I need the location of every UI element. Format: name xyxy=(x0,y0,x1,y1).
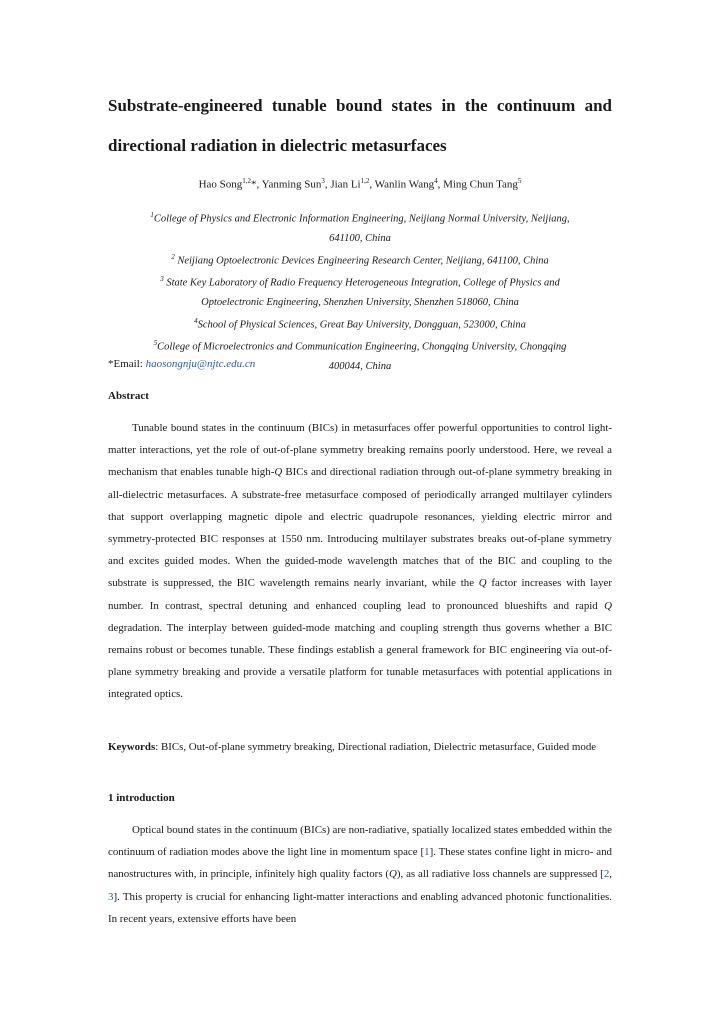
author-affiliation-sup: 5 xyxy=(517,177,522,185)
abstract-text: BICs and directional radiation through out-of-plane symmetry breaking in all-dielectric metasurfaces. A substrate-free metasurface composed of periodically arranged multilayer cylinders that support overlapping magnetic dipole and electric quadrupole resonances, yielding electric mirror and symmetry-protected BIC responses at 1550 nm. Introducing multilayer substrates breaks out-of-plane symmetry and excites guided modes. When the guided-mode wavelength matches that of the BIC and coupling to the substrate is suppressed, the BIC wavelength remains nearly invariant, while the xyxy=(108,466,612,590)
abstract-text: degradation. The interplay between guided-mode matching and coupling strength thus governs whether a BIC remains robust or becomes tunable. These findings establish a general framework for BIC engineering via out-of-plane symmetry breaking and provide a versatile platform for tunable metasurfaces with potential applications in integrated optics. xyxy=(108,621,612,701)
author-name: Hao Song xyxy=(198,178,243,191)
abstract-text: Tunable bound states in the continuum (BICs) in metasurfaces offer powerful opportunities to control light-matter interactions, yet the role of out-of-plane symmetry breaking remains poorly understood. Here, we reveal a mechanism that enables tunable high- xyxy=(108,422,612,479)
q-symbol: Q xyxy=(389,868,397,881)
affiliation-sup: 2 xyxy=(171,252,175,261)
affiliation-3-cont: Optoelectronic Engineering, Shenzhen University, Shenzhen 518060, China xyxy=(201,296,519,308)
intro-text: ), as all radiative loss channels are suppressed [ xyxy=(396,868,604,881)
introduction-body xyxy=(108,819,612,930)
affiliation-5 xyxy=(108,334,612,357)
intro-text: , xyxy=(609,868,612,881)
affiliation-text: College of Microelectronics and Communication Engineering, Chongqing University, Chongqing xyxy=(157,341,567,353)
affiliation-2 xyxy=(108,248,612,271)
citation-link[interactable]: 1 xyxy=(424,846,430,859)
author-affiliation-sup: 1,2 xyxy=(242,177,252,185)
affiliation-text: School of Physical Sciences, Great Bay University, Dongguan, 523000, China xyxy=(197,319,526,330)
title-line-1: Substrate-engineered tunable bound states in the continuum and xyxy=(108,96,612,115)
intro-text: ]. These states confine light in micro- and nanostructures with, in principle, infinitely high quality factors ( xyxy=(108,846,613,881)
affiliation-1 xyxy=(108,206,612,229)
intro-text: Optical bound states in the continuum (BICs) are non-radiative, spatially localized states embedded within the continuum of radiation modes above the light line in momentum space [ xyxy=(108,824,612,859)
author-name: Ming Chun Tang xyxy=(443,178,518,191)
affiliation-4 xyxy=(108,312,612,335)
author-name: Yanming Sun xyxy=(261,178,322,191)
affiliation-sup: 4 xyxy=(194,316,198,325)
affiliation-text: Neijiang Optoelectronic Devices Engineering Research Center, Neijiang, 641100, China xyxy=(174,255,549,266)
email-link[interactable]: haosongnju@njtc.edu.cn xyxy=(145,358,256,370)
email-label: *Email: xyxy=(108,358,146,370)
affiliation-text: State Key Laboratory of Radio Frequency Heterogeneous Integration, College of Physics and xyxy=(163,277,560,289)
author-affiliation-sup: 3 xyxy=(321,177,325,185)
title-line-2: directional radiation in dielectric metasurfaces xyxy=(108,136,447,155)
author-affiliation-sup: 1,2 xyxy=(360,177,370,185)
author-affiliation-sup: 4 xyxy=(434,177,438,185)
q-symbol: Q xyxy=(274,466,283,479)
abstract-heading: Abstract xyxy=(108,390,149,402)
affiliation-3 xyxy=(108,270,612,293)
abstract-body xyxy=(108,417,612,706)
q-symbol: Q xyxy=(604,599,612,612)
keywords-text: : BICs, Out-of-plane symmetry breaking, Directional radiation, Dielectric metasurface, Guided mode xyxy=(155,741,597,753)
affiliation-sup: 1 xyxy=(150,211,154,219)
section-heading-introduction: 1 introduction xyxy=(108,792,175,804)
citation-link[interactable]: 3 xyxy=(108,890,114,903)
author-list: Hao Song$^{1,2}$*, Yanming Sun$^3$, Jian Li$^{1,2}$, Wanlin Wang$^4$, Ming Chun Tang$^5$ xyxy=(198,177,522,191)
keywords xyxy=(108,736,612,758)
paper-title xyxy=(108,96,612,160)
affiliation-sup: 3 xyxy=(160,275,164,283)
citation-link[interactable]: 2 xyxy=(603,868,610,881)
author-name: Wanlin Wang xyxy=(374,178,435,191)
corresponding-mark: * xyxy=(251,178,257,191)
affiliation-text: College of Physics and Electronic Information Engineering, Neijiang Normal University, Neijiang, xyxy=(153,213,570,225)
intro-text: ]. This property is crucial for enhancing light-matter interactions and enabling advanced photonic functionalities. In recent years, extensive efforts have been xyxy=(108,890,612,925)
contact-email xyxy=(108,358,255,370)
affiliation-1-cont: 641100, China xyxy=(329,232,391,244)
affiliation-sup: 5 xyxy=(153,339,158,347)
affiliations xyxy=(108,206,612,376)
author-name: Jian Li xyxy=(330,178,361,191)
keywords-label: Keywords xyxy=(108,741,156,753)
affiliation-5-cont: 400044, China xyxy=(328,360,392,372)
abstract-text: factor increases with layer number. In contrast, spectral detuning and enhanced coupling lead to pronounced blueshifts and rapid xyxy=(108,577,612,612)
q-symbol: Q xyxy=(478,577,487,590)
